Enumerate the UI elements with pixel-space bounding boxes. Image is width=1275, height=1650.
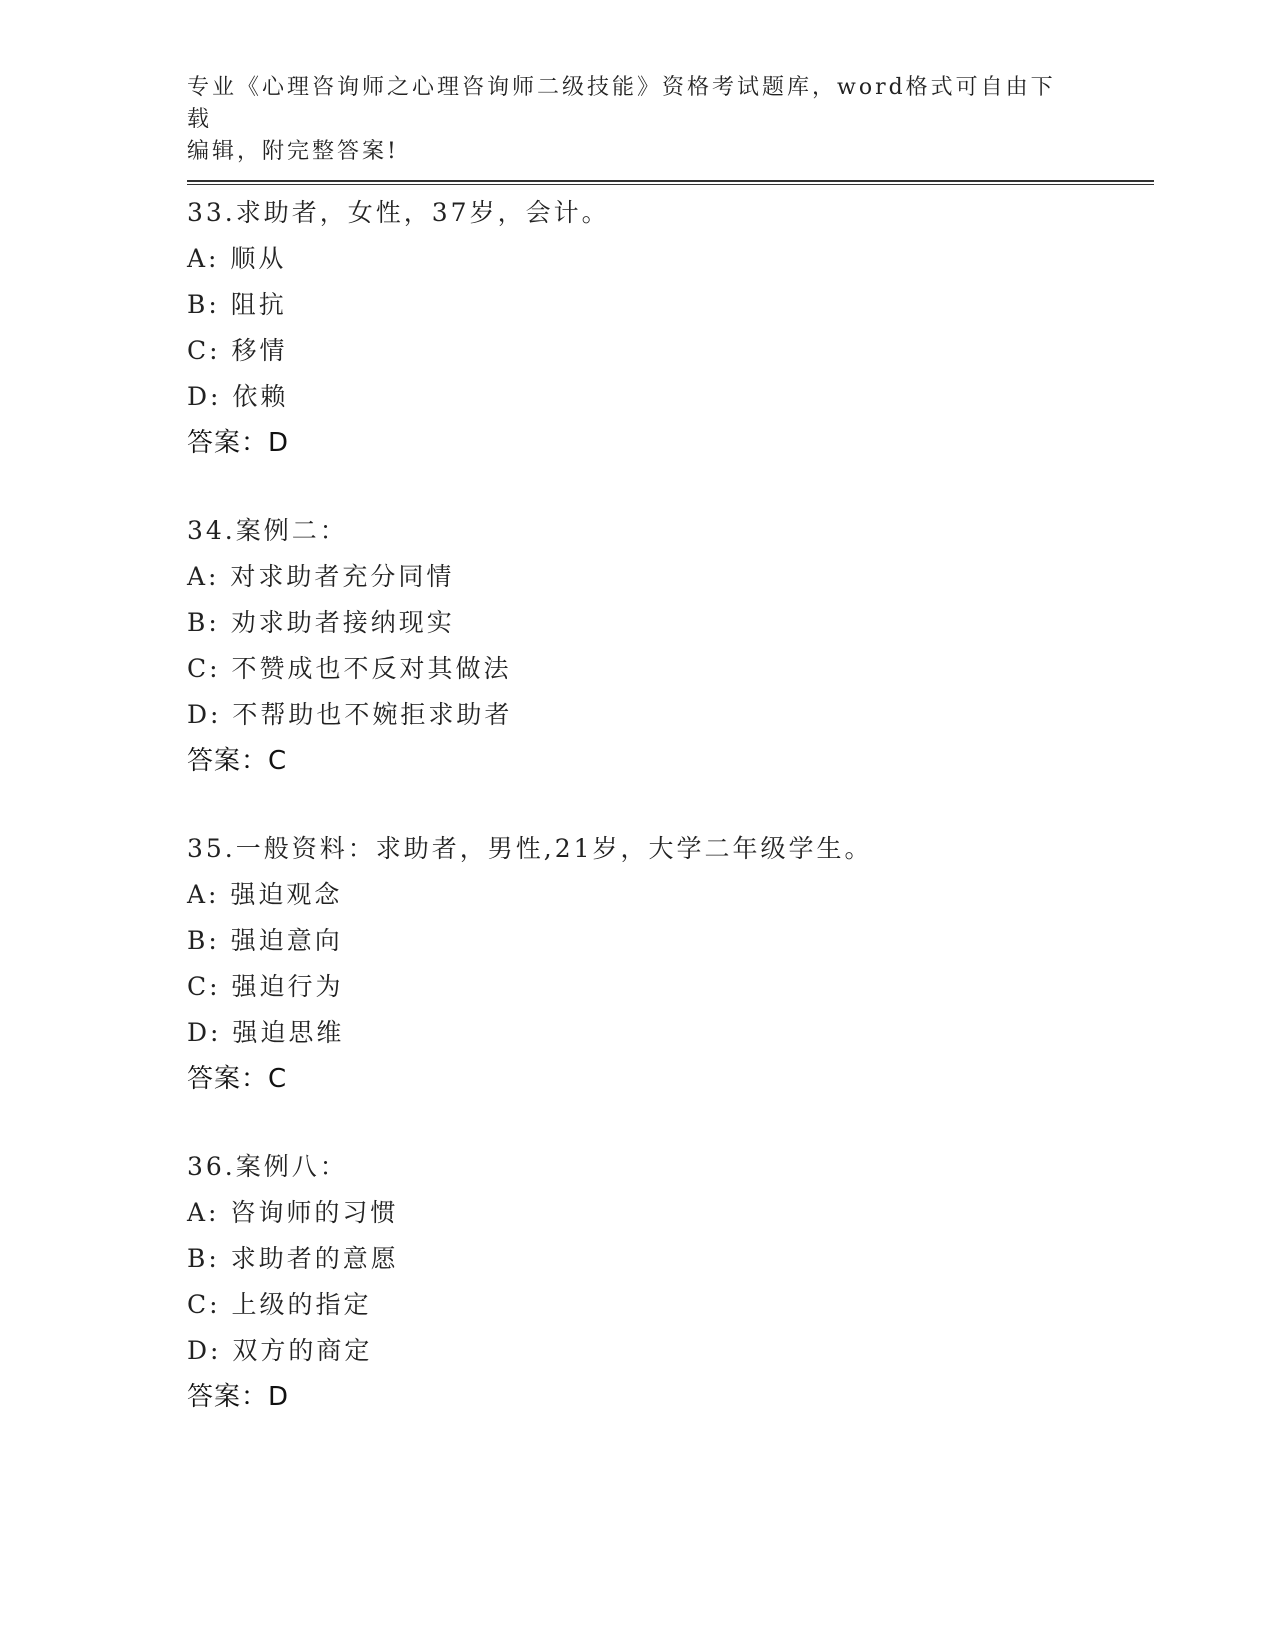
header-line-1: 专业《心理咨询师之心理咨询师二级技能》资格考试题库，word格式可自由下载 [187,75,1056,132]
question-35 [187,826,1147,1102]
answer-line: 答案：C [187,1064,288,1094]
option-c: C: 上级的指定 [187,1290,372,1319]
option-a: A: 强迫观念 [187,880,343,909]
option-c: C: 强迫行为 [187,972,344,1001]
answer-line: 答案：C [187,746,288,776]
header-line-2: 编辑，附完整答案! [187,139,399,164]
option-b: B: 劝求助者接纳现实 [187,608,455,637]
question-stem: 34.案例二： [187,516,348,545]
option-d: D: 双方的商定 [187,1336,373,1365]
option-b: B: 强迫意向 [187,926,343,955]
option-b: B: 阻抗 [187,290,287,319]
question-33 [187,190,1147,466]
option-c: C: 移情 [187,336,288,365]
option-a: A: 顺从 [187,244,287,273]
option-c: C: 不赞成也不反对其做法 [187,654,512,683]
option-a: A: 对求助者充分同情 [187,562,455,591]
question-stem: 36.案例八： [187,1152,348,1181]
option-d: D: 依赖 [187,382,289,411]
answer-line: 答案：D [187,428,290,458]
question-stem: 33.求助者，女性，37岁，会计。 [187,198,610,227]
question-stem: 35.一般资料：求助者，男性,21岁，大学二年级学生。 [187,834,873,863]
question-36 [187,1144,1147,1420]
answer-line: 答案：D [187,1382,290,1412]
question-list [187,190,1147,1462]
option-b: B: 求助者的意愿 [187,1244,399,1273]
option-a: A: 咨询师的习惯 [187,1198,399,1227]
option-d: D: 不帮助也不婉拒求助者 [187,700,513,729]
option-d: D: 强迫思维 [187,1018,345,1047]
question-34 [187,508,1147,784]
document-header [187,72,1067,168]
header-divider [187,180,1154,185]
